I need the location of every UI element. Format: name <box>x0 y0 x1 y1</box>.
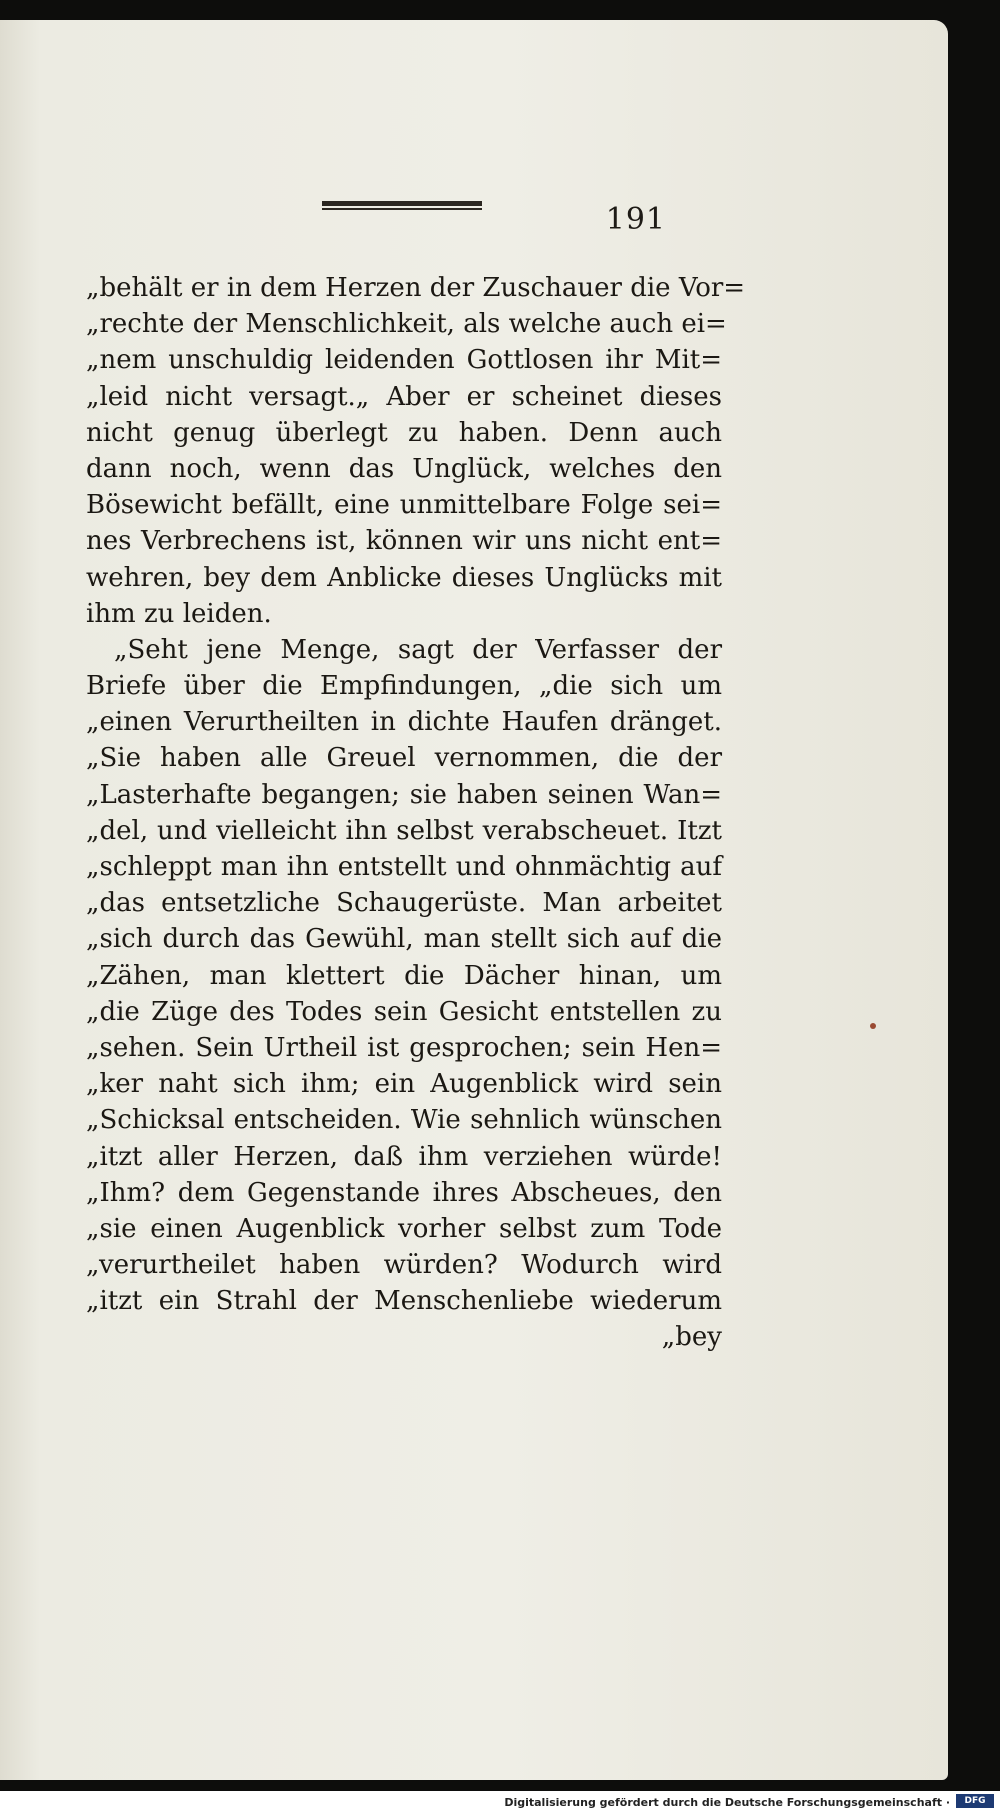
text-line: „itzt aller Herzen, daß ihm verziehen würde! <box>86 1141 722 1172</box>
text-line: dann noch, wenn das Unglück, welches den <box>86 453 722 484</box>
text-line: „itzt ein Strahl der Menschenliebe wiederum <box>86 1286 722 1317</box>
text-line: „sich durch das Gewühl, man stellt sich auf die <box>86 924 722 955</box>
text-line: Bösewicht befällt, eine unmittelbare Folge sei= <box>86 490 722 521</box>
text-line: wehren, bey dem Anblicke dieses Unglücks mit <box>86 562 722 593</box>
text-line: ihm zu leiden. <box>86 598 272 629</box>
text-line: „ker naht sich ihm; ein Augenblick wird sein <box>86 1069 722 1100</box>
text-line: „sie einen Augenblick vorher selbst zum Tode <box>86 1213 722 1244</box>
text-line: Briefe über die Empfindungen, „die sich um <box>86 671 722 702</box>
text-line: „schleppt man ihn entstellt und ohnmächtig auf <box>86 852 722 882</box>
text-line: „Schicksal entscheiden. Wie sehnlich wünschen <box>86 1105 722 1136</box>
header-rule <box>322 201 482 210</box>
text-line: „sehen. Sein Urtheil ist gesprochen; sein Hen= <box>86 1032 722 1063</box>
footer-bar <box>0 1791 1000 1811</box>
catchword: „bey <box>661 1322 722 1353</box>
text-line: „einen Verurtheilten in dichte Haufen dränget. <box>86 707 722 738</box>
text-line: „die Züge des Todes sein Gesicht entstellen zu <box>86 996 722 1027</box>
text-line: „del, und vielleicht ihn selbst verabscheuet. Itzt <box>86 815 722 846</box>
text-line: „Ihm? dem Gegenstande ihres Abscheues, den <box>86 1177 722 1208</box>
book-page <box>0 20 948 1780</box>
funding-credit: Digitalisierung gefördert durch die Deutsche Forschungsgemeinschaft · <box>504 1796 950 1809</box>
text-line: „verurtheilet haben würden? Wodurch wird <box>86 1250 722 1281</box>
text-line: „Sie haben alle Greuel vernommen, die der <box>86 743 722 774</box>
dfg-logo: DFG <box>956 1794 994 1808</box>
text-line: „Lasterhafte begangen; sie haben seinen Wan= <box>86 779 722 810</box>
text-line: „nem unschuldig leidenden Gottlosen ihr Mit= <box>86 345 722 376</box>
text-line: „leid nicht versagt.„ Aber er scheinet dieses <box>86 381 722 412</box>
paper-speck <box>870 1023 876 1029</box>
text-line: „das entsetzliche Schaugerüste. Man arbeitet <box>86 888 722 919</box>
text-line: „Seht jene Menge, sagt der Verfasser der <box>114 634 722 665</box>
text-line: „Zähen, man klettert die Dächer hinan, um <box>86 960 722 991</box>
text-line: nicht genug überlegt zu haben. Denn auch <box>86 417 722 448</box>
text-line: „rechte der Menschlichkeit, als welche auch ei= <box>86 309 727 340</box>
page-number: 191 <box>605 202 666 237</box>
body-text <box>86 270 746 1356</box>
text-line: „behält er in dem Herzen der Zuschauer die Vor= <box>86 273 746 303</box>
text-line: nes Verbrechens ist, können wir uns nicht ent= <box>86 526 722 557</box>
